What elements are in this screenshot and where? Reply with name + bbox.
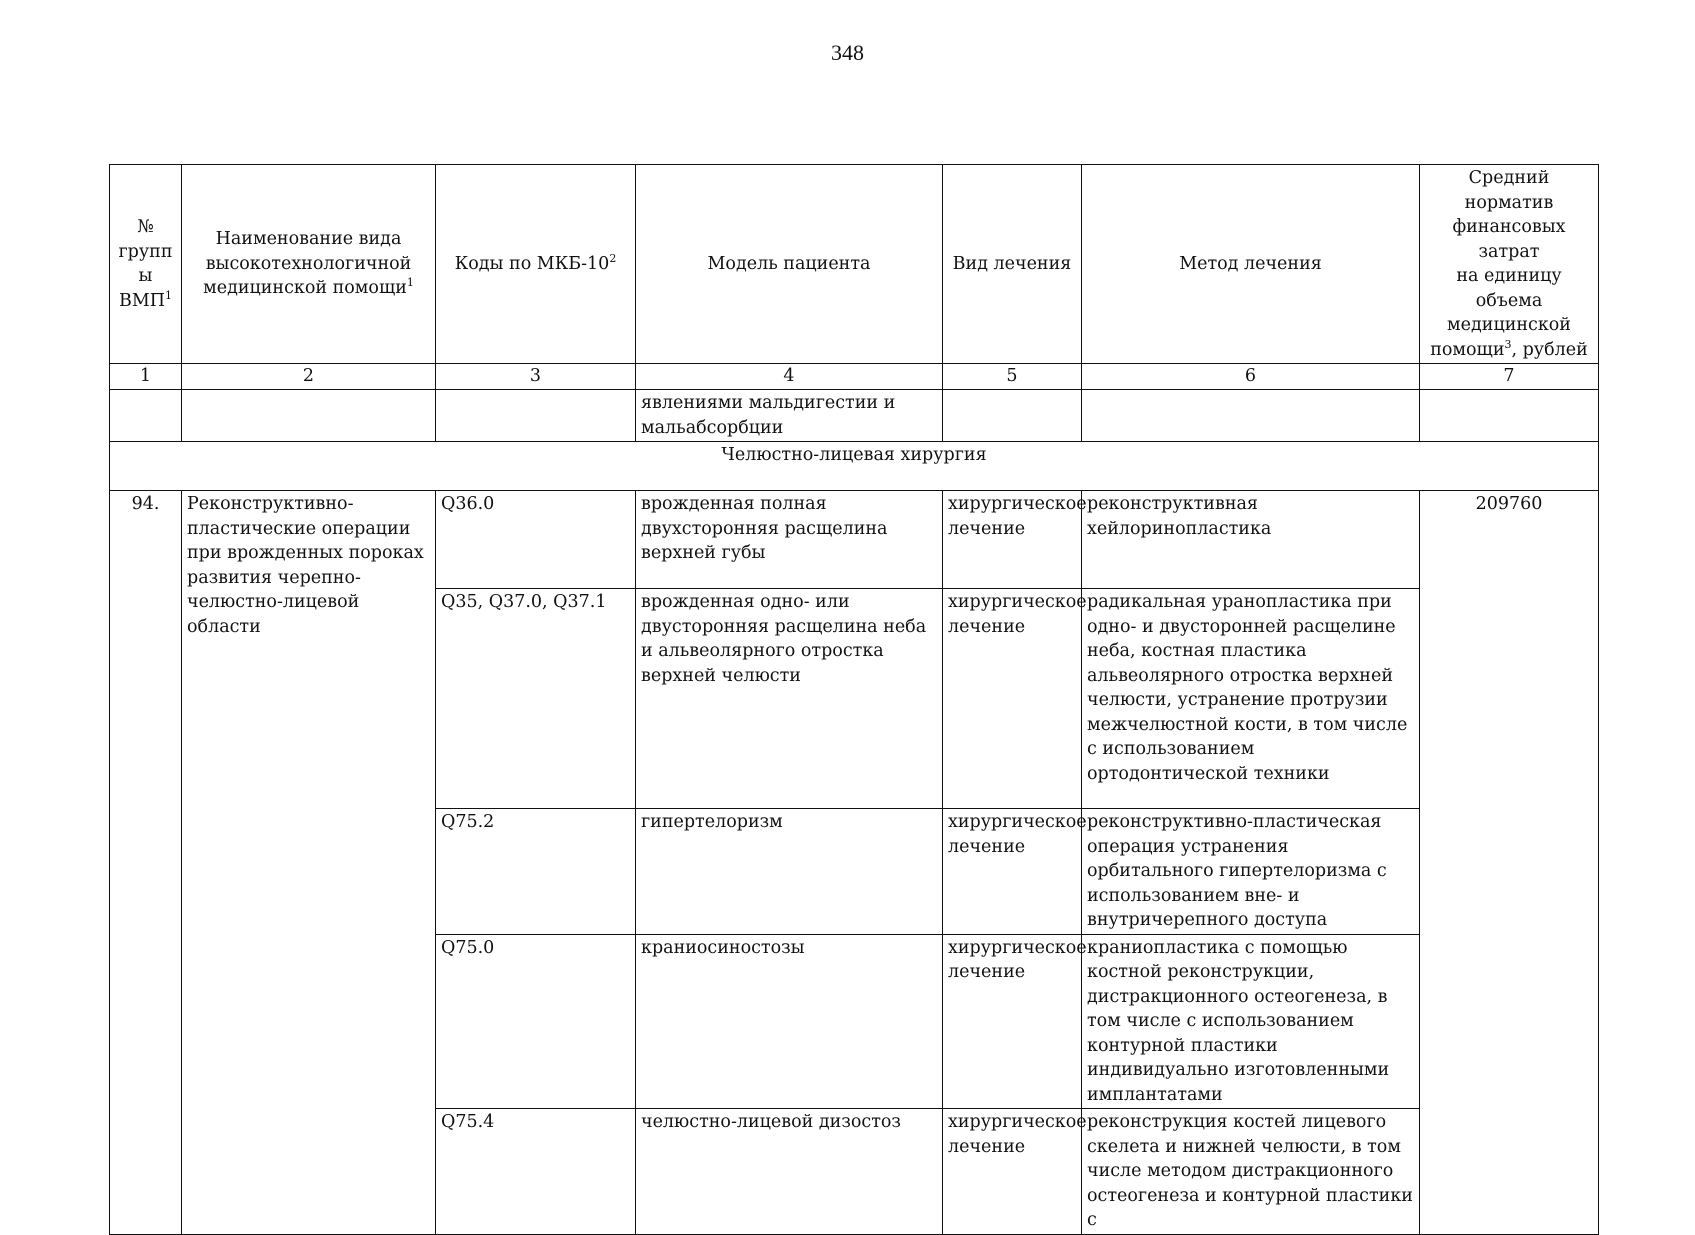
page-number: 348	[831, 40, 864, 65]
header-icd-codes: Коды по МКБ-$10^2$	[436, 165, 636, 364]
patient-model-cell: челюстно-лицевой дизостоз	[636, 1109, 943, 1235]
patient-model-cell: явлениями мальдигестии и мальабсорбции	[636, 390, 943, 442]
column-number: 7	[1420, 364, 1599, 390]
treatment-method-cell: реконструктивно-пластическая операция устранения орбитального гипертелоризма с использованием вне- и внутричерепного доступа	[1082, 809, 1420, 935]
column-number: 3	[436, 364, 636, 390]
treatment-type-cell: хирургическое лечение	[943, 491, 1082, 589]
group-number-cell: 94.	[110, 491, 182, 1235]
header-care-type-name: Наименование вида высокотехнологичной медицинской помощи$^1$	[182, 165, 436, 364]
continuation-row	[110, 390, 1599, 442]
patient-model-cell: гипертелоризм	[636, 809, 943, 935]
column-number: 4	[636, 364, 943, 390]
column-number: 5	[943, 364, 1082, 390]
icd-codes-cell: Q35, Q37.0, Q37.1	[436, 589, 636, 809]
treatment-type-cell: хирургическое лечение	[943, 934, 1082, 1109]
header-cost-norm: Средний норматив финансовых затрат на единицу объема медицинской помощи$^3$, рублей	[1420, 165, 1599, 364]
patient-model-cell: врожденная одно- или двусторонняя расщелина неба и альвеолярного отростка верхней челюсти	[636, 589, 943, 809]
treatment-type-cell: хирургическое лечение	[943, 1109, 1082, 1235]
icd-codes-cell: Q36.0	[436, 491, 636, 589]
treatment-method-cell: реконструктивная хейлоринопластика	[1082, 491, 1420, 589]
treatment-method-cell: краниопластика с помощью костной реконструкции, дистракционного остеогенеза, в том числе с использованием контурной пластики индивидуально изготовленными имплантатами	[1082, 934, 1420, 1109]
header-treatment-method: Метод лечения	[1082, 165, 1420, 364]
treatment-method-cell: реконструкция костей лицевого скелета и нижней челюсти, в том числе методом дистракционного остеогенеза и контурной пластики с	[1082, 1109, 1420, 1235]
table-row	[110, 491, 1599, 589]
treatment-type-cell: хирургическое лечение	[943, 589, 1082, 809]
icd-codes-cell: Q75.0	[436, 934, 636, 1109]
column-number: 1	[110, 364, 182, 390]
cost-norm-cell: 209760	[1420, 491, 1599, 1235]
patient-model-cell: врожденная полная двухсторонняя расщелина верхней губы	[636, 491, 943, 589]
vmp-table	[109, 164, 1599, 1235]
icd-codes-cell: Q75.2	[436, 809, 636, 935]
column-number-row	[110, 364, 1599, 390]
patient-model-cell: краниосиностозы	[636, 934, 943, 1109]
header-row	[110, 165, 1599, 364]
care-type-name-cell: Реконструктивно-пластические операции при врожденных пороках развития черепно-челюстно-лицевой области	[182, 491, 436, 1235]
header-group-number: № групп ы ВМП$^1$	[110, 165, 182, 364]
header-patient-model: Модель пациента	[636, 165, 943, 364]
section-row	[110, 442, 1599, 491]
column-number: 6	[1082, 364, 1420, 390]
column-number: 2	[182, 364, 436, 390]
treatment-type-cell: хирургическое лечение	[943, 809, 1082, 935]
header-treatment-type: Вид лечения	[943, 165, 1082, 364]
treatment-method-cell: радикальная уранопластика при одно- и двусторонней расщелине неба, костная пластика альвеолярного отростка верхней челюсти, устранение протрузии межчелюстной кости, в том числе с использованием ортодонтической техники	[1082, 589, 1420, 809]
icd-codes-cell: Q75.4	[436, 1109, 636, 1235]
section-title: Челюстно-лицевая хирургия	[110, 442, 1599, 491]
